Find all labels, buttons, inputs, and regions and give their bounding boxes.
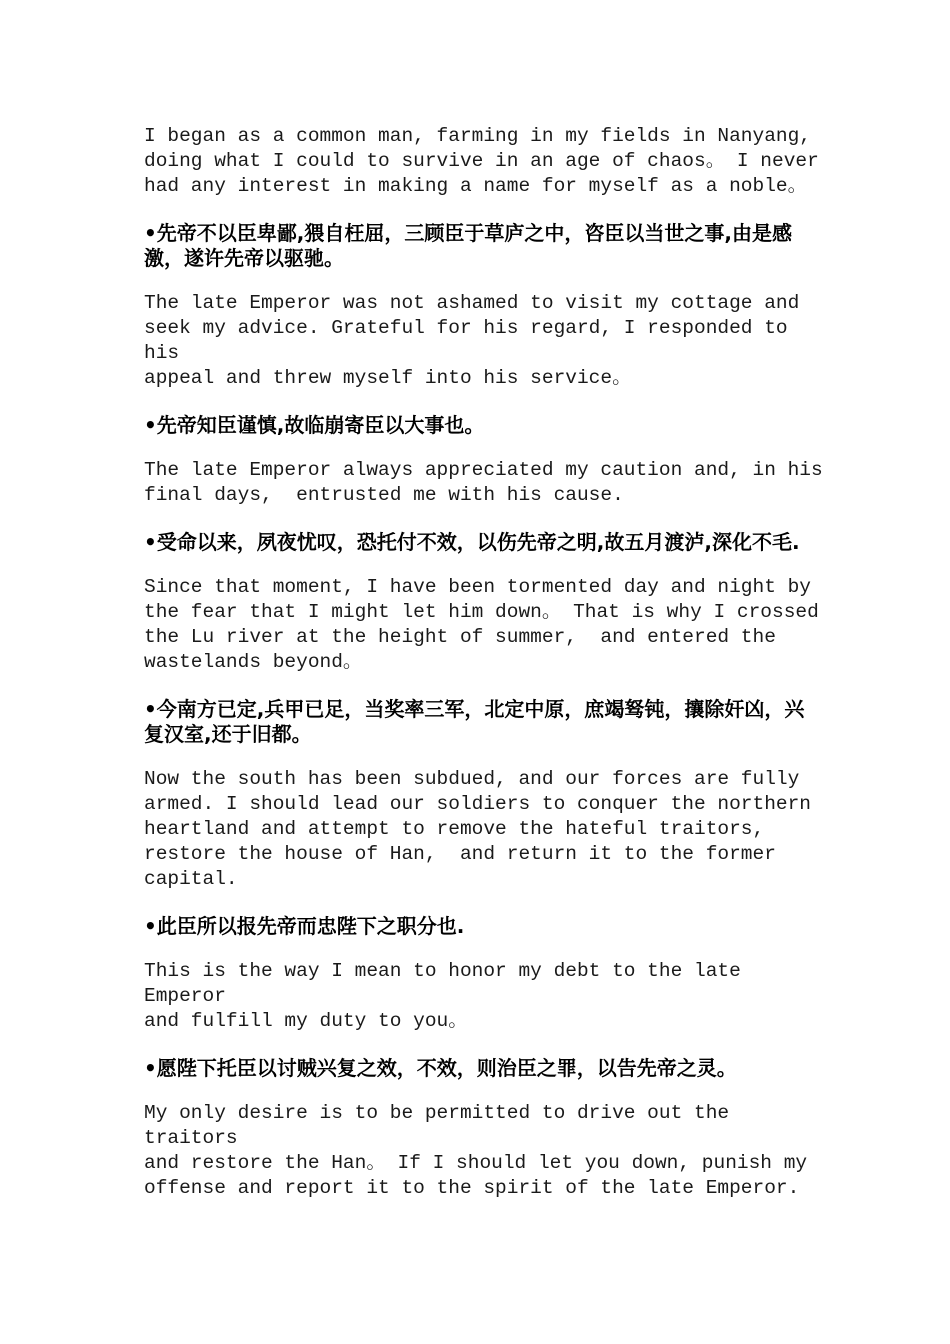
english-paragraph-1: I began as a common man, farming in my fields in Nanyang, doing what I could to survive in an age of chaos。 I never had any interest in making a name for myself as a noble。	[144, 125, 819, 197]
document-body	[144, 124, 824, 1201]
english-paragraph-4: Since that moment, I have been tormented day and night by the fear that I might let him down。 That is why I crossed the Lu river at the height of summer, and entered the wastelands beyond。	[144, 576, 819, 673]
chinese-paragraph-5: •此臣所以报先帝而忠陛下之职分也.	[144, 914, 465, 938]
english-paragraph-2: The late Emperor was not ashamed to visit my cottage and seek my advice. Grateful for his regard, I responded to his appeal and threw myself into his service。	[144, 292, 800, 389]
english-paragraph-3: The late Emperor always appreciated my caution and, in his final days, entrusted me with his cause.	[144, 459, 823, 506]
english-paragraph-6: This is the way I mean to honor my debt to the late Emperor and fulfill my duty to you。	[144, 960, 741, 1032]
english-paragraph-5: Now the south has been subdued, and our forces are fully armed. I should lead our soldiers to conquer the northern heartland and attempt to remove the hateful traitors, restore the house of Han, and return it to the former capital.	[144, 768, 812, 890]
chinese-paragraph-6: •愿陛下托臣以讨贼兴复之效，不效，则治臣之罪，以告先帝之灵。	[144, 1056, 737, 1080]
chinese-paragraph-4: •今南方已定,兵甲已足，当奖率三军，北定中原，庶竭驽钝，攘除奸凶，兴复汉室,还于旧都。	[144, 697, 805, 746]
chinese-paragraph-1: •先帝不以臣卑鄙,猥自枉屈，三顾臣于草庐之中，咨臣以当世之事,由是感激，遂许先帝以驱驰。	[144, 221, 792, 270]
chinese-paragraph-3: •受命以来，夙夜忧叹，恐托付不效，以伤先帝之明,故五月渡泸,深化不毛.	[144, 530, 800, 554]
chinese-paragraph-2: •先帝知臣谨慎,故临崩寄臣以大事也。	[144, 413, 485, 437]
english-paragraph-7: My only desire is to be permitted to drive out the traitors and restore the Han。 If I should let you down, punish my offense and report it to the spirit of the late Emperor.	[144, 1102, 808, 1199]
